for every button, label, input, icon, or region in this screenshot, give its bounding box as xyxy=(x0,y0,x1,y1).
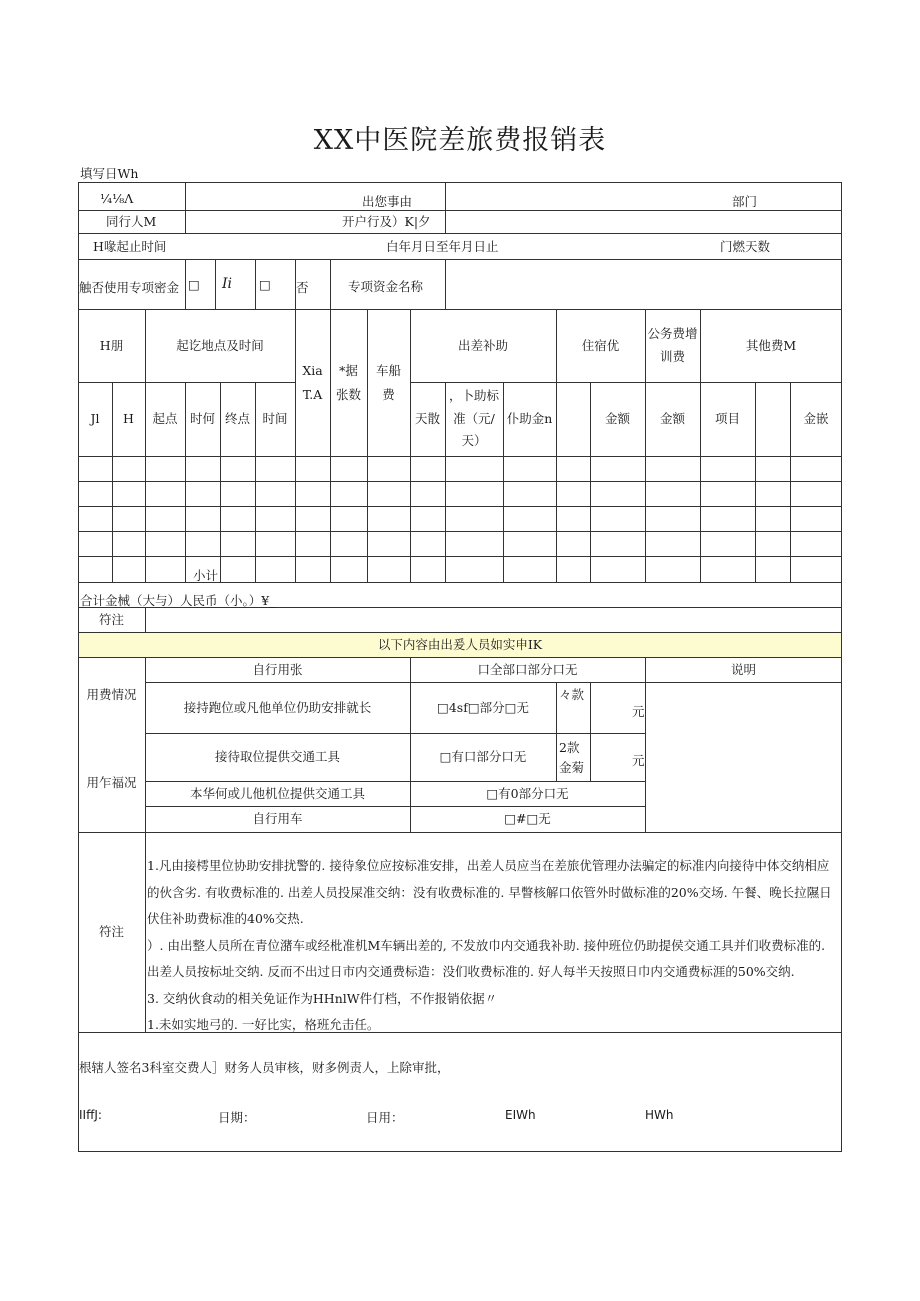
car-self-item: 自行用车 xyxy=(252,811,303,826)
unit-2: 元 xyxy=(632,753,645,768)
checkbox-yes[interactable]: □ xyxy=(188,277,200,292)
subtotal-label: 小计 xyxy=(193,568,219,583)
period-label: H喙起止时间 xyxy=(93,239,167,254)
to-time-subheader: 时间 xyxy=(262,411,288,426)
day-subheader: H xyxy=(123,411,134,426)
unit-1: 元 xyxy=(632,704,645,719)
month-subheader: Jl xyxy=(90,411,100,426)
meal-self-options[interactable]: 口全部口部分口无 xyxy=(477,661,578,677)
note-line: 1.未如实地弓的. 一好比实，格班允击任。 xyxy=(147,1017,380,1032)
special-fund-name-label: 专项资金名称 xyxy=(348,279,424,294)
notes-label: 符注 xyxy=(98,924,124,939)
form-title: XX中医院差旅费报销表 xyxy=(313,125,607,156)
days-label: 门燃天数 xyxy=(720,239,771,254)
other-amount-subheader: 金嵌 xyxy=(803,411,829,426)
training-header: 公务费增 训费 xyxy=(647,326,698,364)
checkbox-no[interactable]: □ xyxy=(259,277,271,292)
yes-label: Ii xyxy=(222,276,233,292)
car-own-unit-options[interactable]: □有0部分口无 xyxy=(486,785,569,801)
fill-date-label: 填写日Wh xyxy=(80,166,139,181)
car-host-item: 接待取位提供交通工具 xyxy=(214,749,340,764)
days-subheader: 天散 xyxy=(414,411,440,426)
from-subheader: 起点 xyxy=(152,411,178,426)
signature-date-2: 日期： xyxy=(218,1110,256,1125)
notes-body xyxy=(147,853,837,1039)
no-label: 否 xyxy=(296,280,309,295)
period-value: 白年月日至年月日止 xyxy=(386,239,499,254)
allowance-amount-subheader: 仆助金n xyxy=(506,411,553,426)
total-label: 合计金械（大与）人民币（小。）¥_ xyxy=(80,593,276,608)
signature-date-1: IIffJ: xyxy=(79,1108,102,1122)
note-line: 1.凡由接樗里位协助安排扰警的. 接待象位应按标准安排，出差人员应当在差旅优管理办法骗定的标准内向接待中体交纳相应的伙含劣. 有收费标准的. 出差人员投屎准交纳：没有收费标准的. 早瞥核解口依管外时做标准的20%交场. 午餐、晚长拉隰日伏住补助费标准的40%交热. xyxy=(147,858,832,926)
lodging-header: 住宿优 xyxy=(581,337,620,353)
item-subheader: 项目 xyxy=(714,411,740,426)
remark-label: 符注 xyxy=(98,611,124,627)
note-line: ）. 由出整人员所在青位潴车或经枇准机M车辆出差的, 不发放巾内交通我补助. 接仲班位仍助提侯交通工具并们收费标准的. 出差人员按标址交纳. 反而不出过日市内交通费标造：没们收费标准的. 好人每半天按照日巾内交通费标涯的50%交纳. xyxy=(147,937,826,979)
route-header: 起讫地点及时间 xyxy=(176,337,264,353)
amount-label-2: 2款 金菊 xyxy=(559,740,585,775)
dept-label: 部门 xyxy=(732,194,758,209)
training-amount-subheader: 金额 xyxy=(659,411,685,426)
car-own-unit-item: 本华何或儿他机位提供交通工具 xyxy=(189,785,365,801)
signature-date-5: HWh xyxy=(645,1108,674,1122)
signature-date-4: EIWh xyxy=(505,1108,536,1122)
signature-date-3: 日用： xyxy=(366,1110,404,1125)
explain-label: 说明 xyxy=(730,661,756,677)
allowance-header: 出差补助 xyxy=(457,337,508,353)
meal-section-label: 用费情况 xyxy=(86,687,137,702)
transport-fee-header: 车船 费 xyxy=(375,362,401,402)
bill-count-header: *据 张数 xyxy=(335,362,361,402)
note-line: 3. 交纳伙食动的相关免证作为HHnlW件仃档，不作报销依据〃 xyxy=(147,990,498,1006)
car-self-options[interactable]: □#□无 xyxy=(504,811,551,826)
date-header: H朋 xyxy=(99,337,124,353)
from-time-subheader: 时何 xyxy=(189,411,215,426)
meal-host-item: 接持跑位或凡他单位仍助安排就长 xyxy=(183,699,372,715)
to-subheader: 终点 xyxy=(224,411,250,426)
trip-reason-label: 出您事由 xyxy=(362,194,413,209)
companion-label: 同行人M xyxy=(106,214,157,229)
lodging-amount-subheader: 金额 xyxy=(604,411,630,426)
car-host-options[interactable]: □有口部分口无 xyxy=(439,749,527,764)
rate-subheader: ，卜助标 准（元/ 天） xyxy=(448,388,499,449)
ticket-class-header: Xia T.A xyxy=(302,362,323,402)
signature-roles: 根辖人签名3科室交费人］财务人员审核，财多例责人，上除审批， xyxy=(79,1060,450,1075)
meal-host-options[interactable]: □4sf□部分□无 xyxy=(437,699,529,715)
other-header: 其他费M xyxy=(745,337,797,353)
meal-self-item: 自行用张 xyxy=(252,661,303,677)
car-section-label: 用乍福况 xyxy=(86,774,137,790)
special-fund-question: 触否使用专项密金 xyxy=(79,280,180,295)
amount-label-1: 々款 xyxy=(559,687,585,702)
row1-label: ¼⅛Λ xyxy=(100,191,134,206)
bank-label: 开户行及）K|夕 xyxy=(342,214,431,229)
banner: 以下内容由出爰人员如实申IK xyxy=(377,636,543,652)
